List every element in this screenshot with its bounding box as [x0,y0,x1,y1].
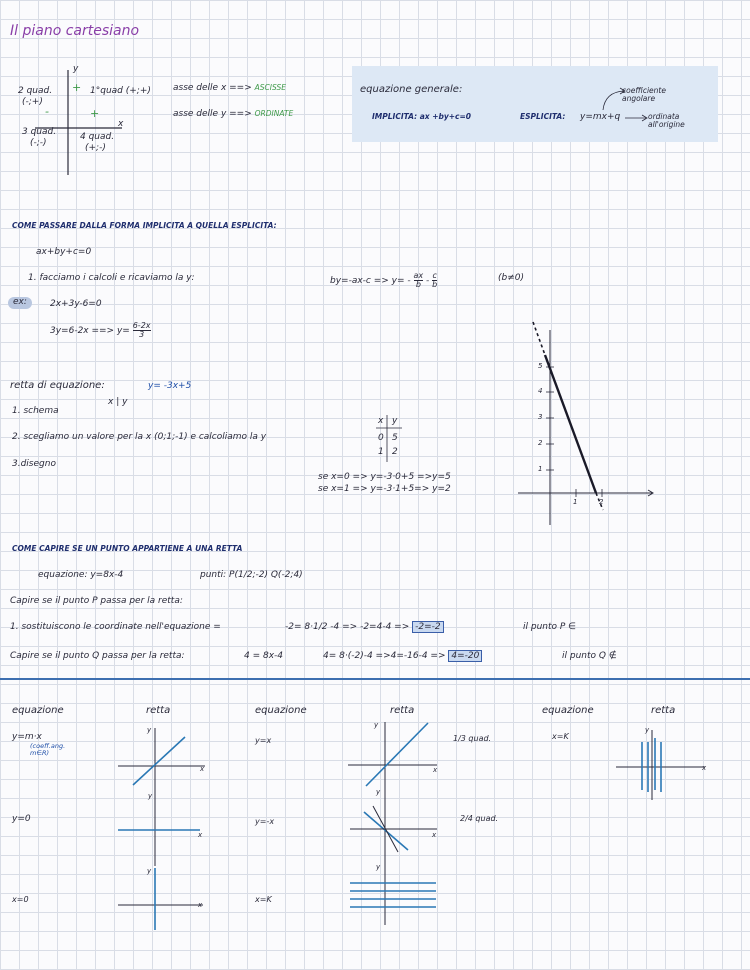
axis-x-label: x [118,119,124,129]
asse-x-text: asse delle x ==> ASCISSE [173,83,286,93]
schema-xy: x | y [108,397,128,407]
esplicita-eq: y=mx+q [580,112,621,122]
page-title: Il piano cartesiano [10,23,140,39]
xy-table-cell: 5 [392,433,398,443]
calc-line2: se x=1 => y=-3·1+5=> y=2 [318,484,451,494]
mini-y-label: y [374,721,379,729]
section2-q2: Capire se il punto Q passa per la retta: [10,651,185,661]
mini-x-label: x [433,766,438,774]
plus-sign-x: + [90,107,100,120]
asse-y-text: asse delle y ==> ORDINATE [173,109,294,119]
row2-eq2: y=-x [255,817,275,826]
retta-step3: 3.disegno [12,459,56,469]
quad4-sign: (+;-) [85,143,106,153]
row1-sub: (coeff.ang. m∈R) [30,742,66,757]
section2-eq: equazione: y=8x-4 [38,570,124,580]
example-eq2: 3y=6-2x ==> y= $\frac{6-2x}{3}$ [50,321,151,339]
graph-xtick: 2 [599,498,604,506]
xy-table-cell: 0 [378,433,384,443]
quad4-label: 4 quad. [80,132,115,142]
row1-eq2: y=x [255,736,272,745]
section2-s1-result: il punto P ∈ [523,622,577,632]
result-box-q: 4=-20 [448,650,482,662]
mini-y-label: y [376,863,381,871]
xy-table-y-header: y [392,416,398,426]
row2-eq: y=0 [12,814,31,824]
graph-ytick: 4 [538,387,543,395]
row3-eq2: x=K [255,895,272,904]
section1-cond: (b≠0) [498,273,525,283]
general-title: equazione generale: [360,84,463,95]
xy-table-x-header: x [378,416,384,426]
implicita-eq: IMPLICITA: ax +by+c=0 [372,112,471,121]
row2-note: 2/4 quad. [460,814,499,823]
graph-xtick: 1 [573,498,578,506]
quad2-sign: (-;+) [22,97,43,107]
mini-y-label: y [148,792,153,800]
mini-x-label: x [200,765,205,773]
graph-ytick: 1 [538,465,543,473]
section2-s1: 1. sostituiscono le coordinate nell'equazione = [10,622,221,632]
section2-q1: Capire se il punto P passa per la retta: [10,596,183,606]
graph-ytick: 2 [538,439,543,447]
minus-sign-x: - [45,105,49,118]
ordinata-label: ordinata all'origine [648,112,685,129]
section1-step1: 1. facciamo i calcoli e ricaviamo la y: [28,273,195,283]
mini-x-label: x [702,764,707,772]
result-box-p: -2=-2 [412,621,444,633]
quad3-sign: (-;-) [30,138,47,148]
table-header-eq: equazione [12,705,64,716]
mini-y-label: y [147,726,152,734]
retta-step2: 2. scegliamo un valore per la x (0;1;-1) e calcoliamo la y [12,432,267,442]
section1-title: COME PASSARE DALLA FORMA IMPLICITA A QUELLA ESPLICITA: [12,221,277,230]
retta-title: retta di equazione: [10,380,105,391]
mini-y-label: y [376,788,381,796]
coeff-label: coefficiente angolare [622,86,666,103]
quad3-label: 3 quad. [22,127,57,137]
section2-q2-calc2: 4= 8·(-2)-4 =>4=-16-4 => 4=-20 [323,652,482,662]
xy-table-cell: 1 [378,447,384,457]
table-header-eq: equazione [255,705,307,716]
table-header-retta: retta [146,705,171,716]
table-header-retta: retta [651,705,676,716]
mini-y-label: y [147,867,152,875]
mini-y-label: y [645,726,650,734]
section1-eq: ax+by+c=0 [36,247,92,257]
axis-y-label: y [73,64,79,74]
esplicita-label: ESPLICITA: [520,112,566,121]
mini-x-label: x [198,831,203,839]
section2-q2-result: il punto Q ∉ [562,651,617,661]
mini-x-label: x [198,901,203,909]
row1-eq: y=m·x [12,732,42,742]
section2-q2-calc1: 4 = 8x-4 [244,651,284,661]
calc-line1: se x=0 => y=-3·0+5 =>y=5 [318,472,451,482]
row3-eq: x=0 [12,895,29,904]
retta-step1: 1. schema [12,406,59,416]
graph-ytick: 5 [538,362,543,370]
example-eq1: 2x+3y-6=0 [50,299,102,309]
table-header-eq: equazione [542,705,594,716]
section2-s1-calc: -2= 8·1/2 -4 => -2=4-4 => -2=-2 [285,623,444,633]
retta-eq: y= -3x+5 [148,381,192,391]
row1-eq3: x=K [552,732,569,741]
xy-table-cell: 2 [392,447,398,457]
table-header-retta: retta [390,705,415,716]
mini-x-label: x [432,831,437,839]
plus-sign: + [72,81,82,94]
quad1-label: 1°quad (+;+) [90,86,151,96]
quad2-label: 2 quad. [18,86,53,96]
section2-title: COME CAPIRE SE UN PUNTO APPARTIENE A UNA RETTA [12,544,243,553]
section2-points: punti: P(1/2;-2) Q(-2;4) [200,570,303,580]
section1-step1-eq: by=-ax-c => y= - $\frac{ax}{b}$ - $\frac{c}{b}$ [330,271,438,289]
row1-note: 1/3 quad. [453,734,492,743]
example-badge: ex: [8,297,32,309]
graph-ytick: 3 [538,413,543,421]
